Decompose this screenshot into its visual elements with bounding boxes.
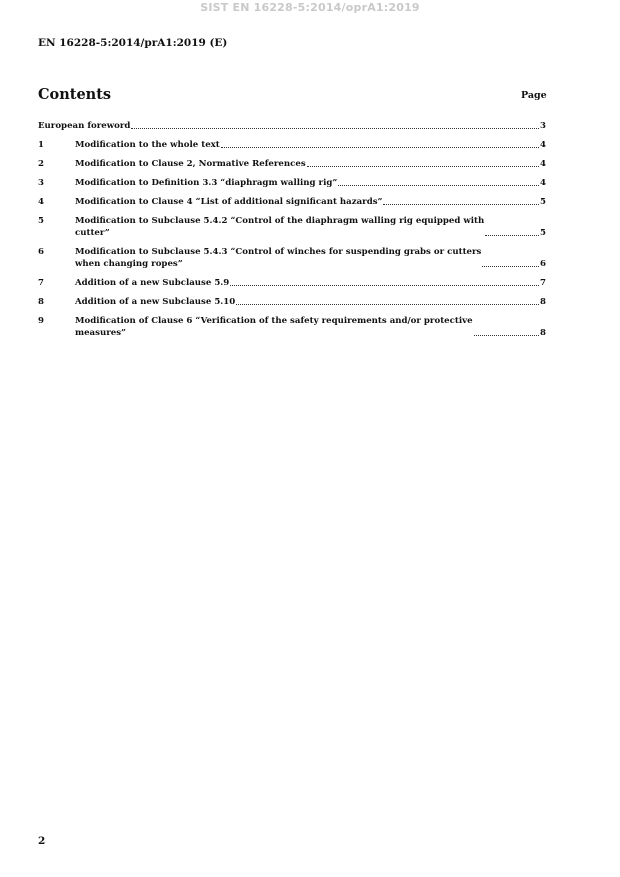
toc-entry-page: 8 — [540, 297, 546, 307]
toc-entry-text — [38, 120, 546, 132]
toc-entry-label-line1: Modification of Clause 6 “Verification of the safety requirements and/or protective — [75, 316, 473, 326]
toc-entry-label: Modification to the whole text — [75, 140, 220, 150]
toc-entry[interactable] — [38, 296, 546, 308]
toc-entry-page: 3 — [540, 121, 546, 131]
toc-entry-label: Modification to Definition 3.3 “diaphragm walling rig” — [75, 178, 338, 188]
toc-entry[interactable] — [38, 196, 546, 208]
toc-entry-number: 9 — [38, 316, 44, 326]
toc-entry-label: Modification to Clause 4 “List of additional significant hazards” — [75, 197, 383, 207]
leader-dots — [338, 185, 539, 186]
toc-entry-number: 1 — [38, 140, 44, 150]
toc-entry-text — [75, 177, 546, 189]
watermark: SIST EN 16228-5:2014/oprA1:2019 — [200, 1, 420, 14]
leader-dots — [485, 235, 539, 236]
leader-dots — [482, 266, 539, 267]
toc-entry-text — [75, 158, 546, 170]
toc-entry-page: 5 — [540, 197, 546, 207]
table-of-contents — [38, 120, 546, 346]
toc-entry-label-line2: when changing ropes” — [75, 259, 183, 269]
toc-entry-page: 4 — [540, 178, 546, 188]
leader-dots — [236, 304, 539, 305]
toc-entry-text — [75, 139, 546, 151]
leader-dots — [307, 166, 539, 167]
toc-entry-label: Addition of a new Subclause 5.9 — [75, 278, 230, 288]
toc-entry-number: 2 — [38, 159, 44, 169]
toc-entry-label-line2: measures” — [75, 328, 126, 338]
toc-entry-label-line1: Modification to Subclause 5.4.3 “Control of winches for suspending grabs or cutters — [75, 247, 482, 257]
toc-entry-text — [75, 196, 546, 208]
toc-entry-page: 4 — [540, 159, 546, 169]
toc-entry-label — [75, 315, 473, 339]
toc-entry-text — [75, 246, 546, 270]
toc-entry[interactable] — [38, 177, 546, 189]
toc-entry-page: 8 — [540, 328, 546, 338]
page-column-heading: Page — [521, 90, 547, 101]
toc-entry-label: European foreword — [38, 121, 131, 131]
toc-entry-label-line2: cutter” — [75, 228, 110, 238]
toc-entry-page: 4 — [540, 140, 546, 150]
toc-entry[interactable] — [38, 315, 546, 339]
leader-dots — [474, 335, 539, 336]
toc-entry-page: 6 — [540, 259, 546, 269]
page-number: 2 — [38, 835, 46, 847]
toc-entry-text — [75, 315, 546, 339]
toc-entry-page: 7 — [540, 278, 546, 288]
toc-entry[interactable] — [38, 246, 546, 270]
toc-entry-number: 3 — [38, 178, 44, 188]
toc-entry[interactable] — [38, 139, 546, 151]
leader-dots — [383, 204, 539, 205]
document-identifier: EN 16228-5:2014/prA1:2019 (E) — [38, 37, 228, 49]
toc-entry[interactable] — [38, 215, 546, 239]
toc-entry-number: 6 — [38, 247, 44, 257]
toc-entry-number: 5 — [38, 216, 44, 226]
toc-entry-label — [75, 215, 484, 239]
toc-entry-label — [75, 246, 481, 270]
toc-entry[interactable] — [38, 277, 546, 289]
toc-entry-number: 8 — [38, 297, 44, 307]
toc-entry-label: Modification to Clause 2, Normative References — [75, 159, 306, 169]
toc-entry[interactable] — [38, 158, 546, 170]
toc-entry-label-line1: Modification to Subclause 5.4.2 “Control of the diaphragm walling rig equipped with — [75, 216, 485, 226]
toc-entry-text — [75, 277, 546, 289]
toc-entry-text — [75, 296, 546, 308]
toc-entry-number: 7 — [38, 278, 44, 288]
leader-dots — [230, 285, 539, 286]
toc-entry-number: 4 — [38, 197, 44, 207]
toc-entry-page: 5 — [540, 228, 546, 238]
toc-entry[interactable] — [38, 120, 546, 132]
leader-dots — [221, 147, 539, 148]
toc-entry-text — [75, 215, 546, 239]
leader-dots — [131, 128, 539, 129]
toc-entry-label: Addition of a new Subclause 5.10 — [75, 297, 236, 307]
contents-title: Contents — [38, 86, 112, 103]
